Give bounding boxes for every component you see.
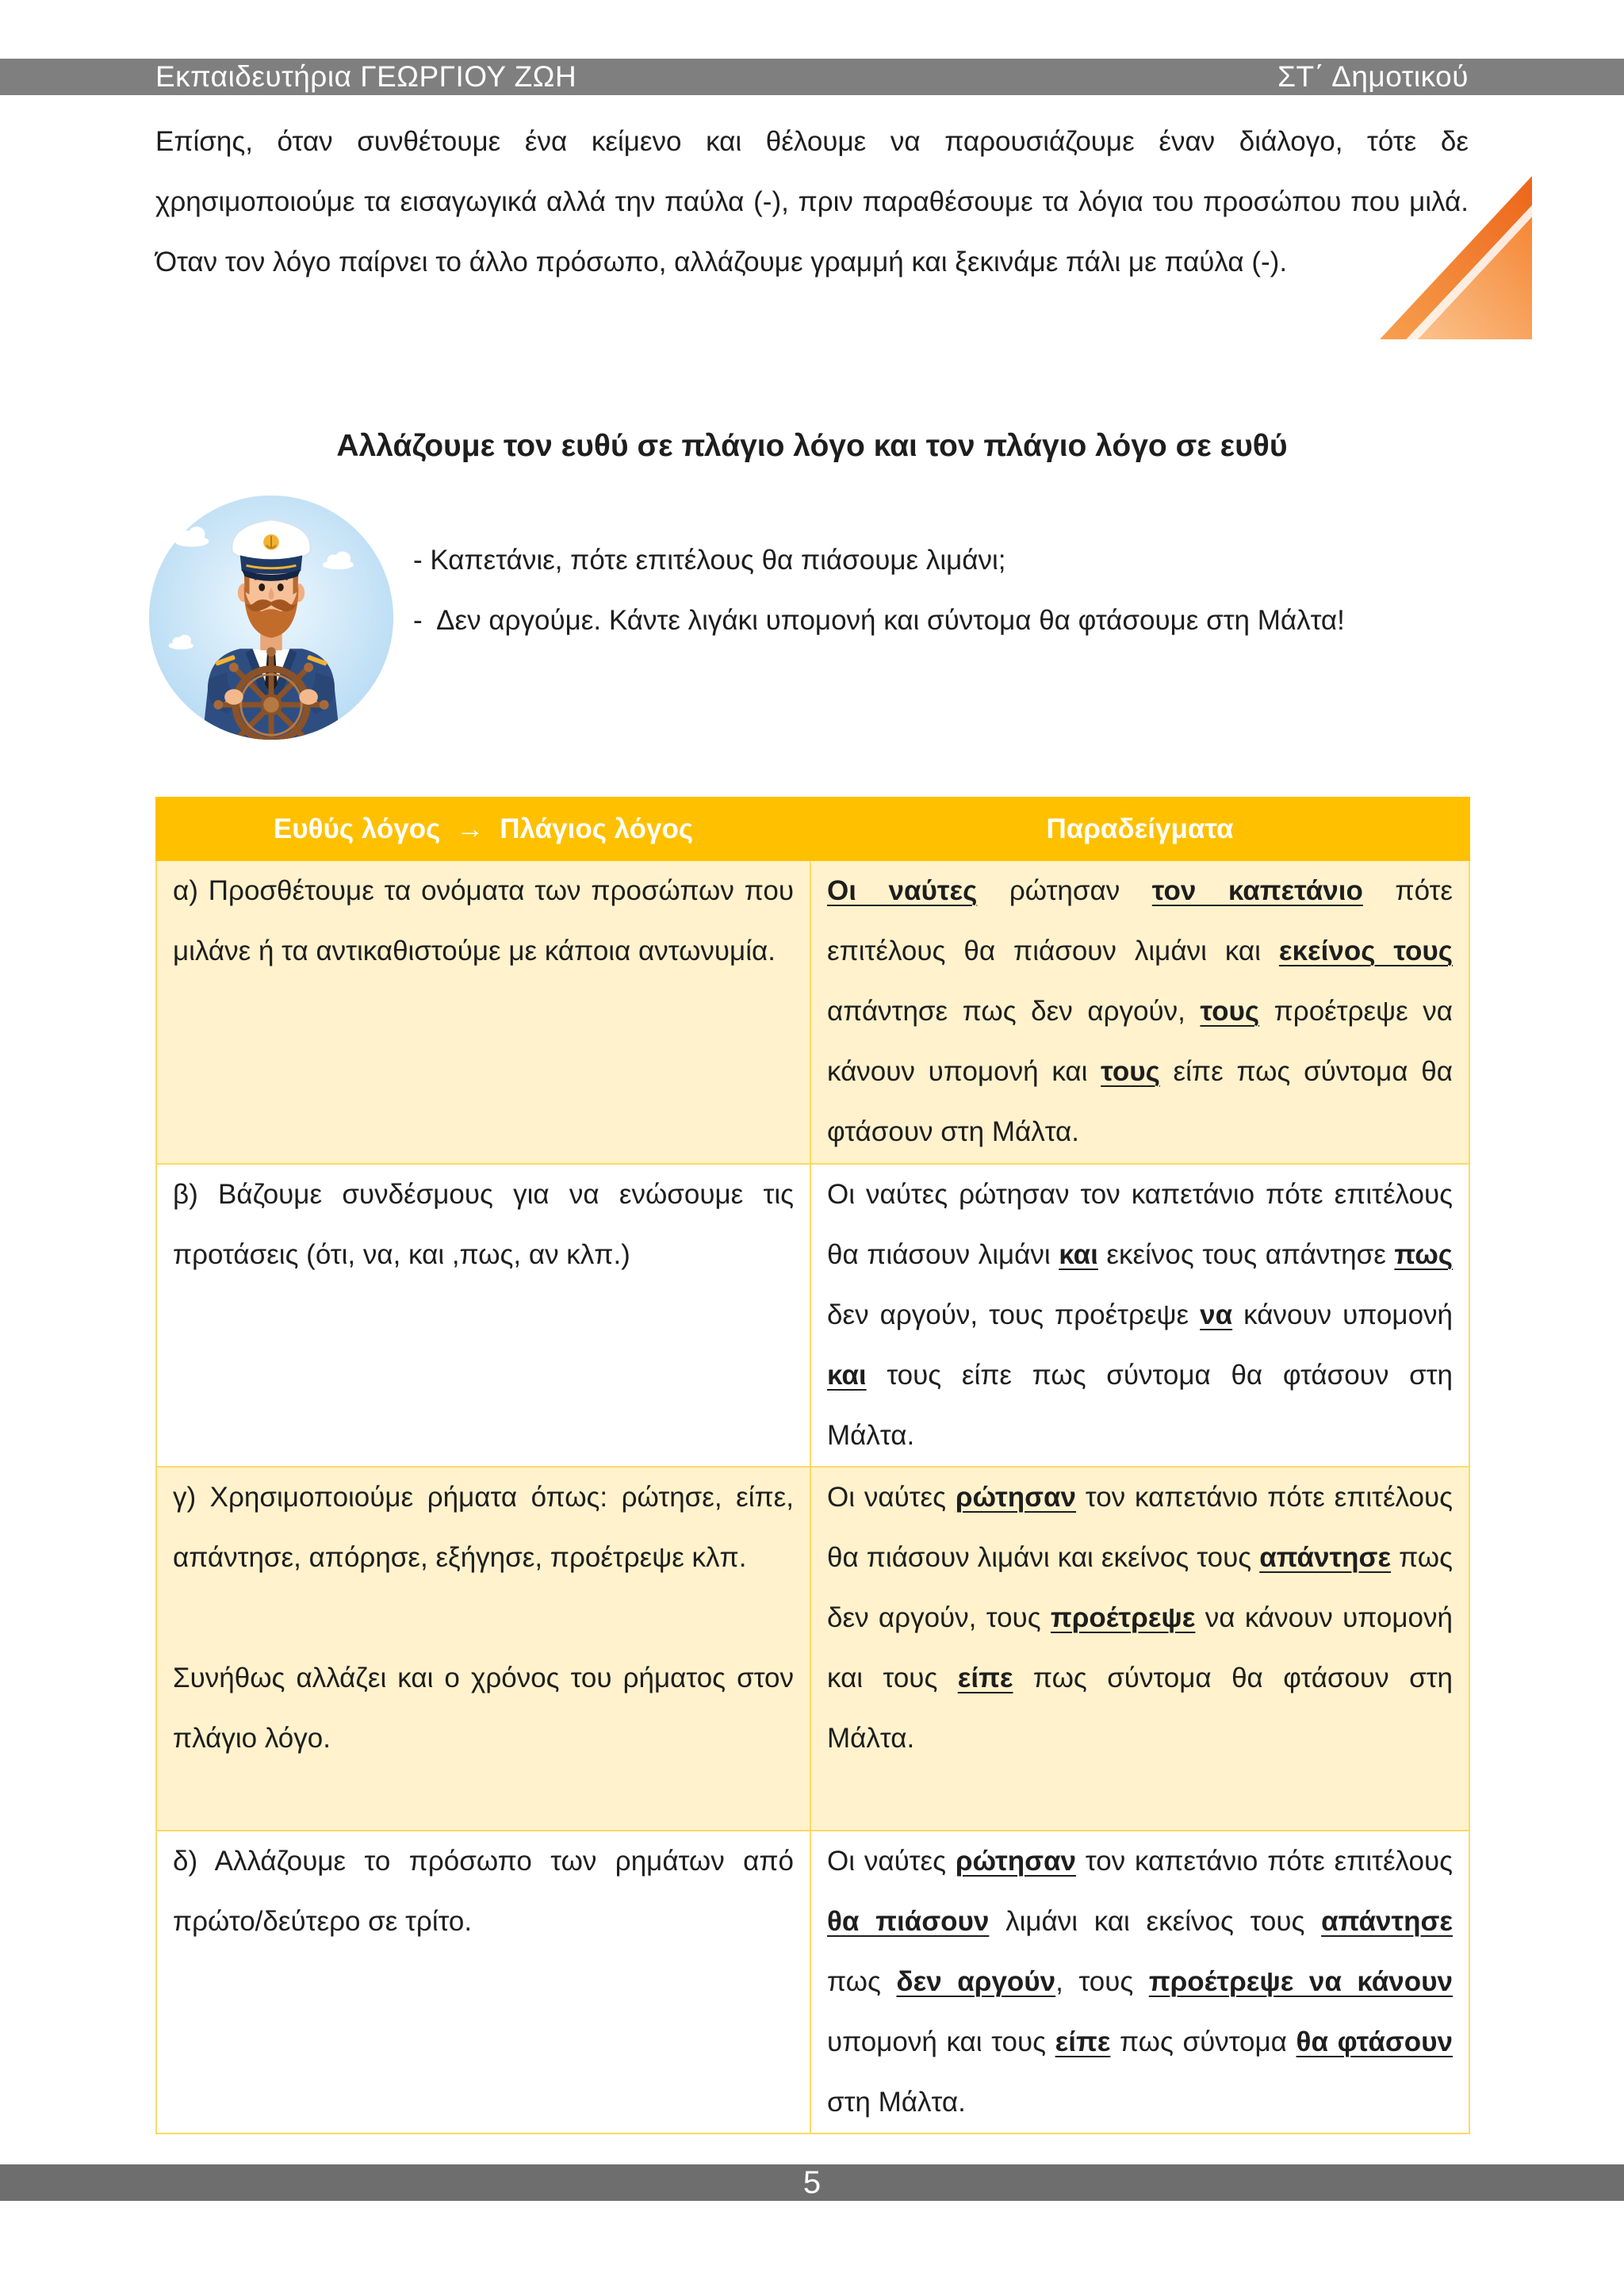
example-text-segment: Οι ναύτες [827, 1846, 956, 1877]
example-text-segment: , τους [1055, 1966, 1149, 1997]
grade-label: ΣΤ΄ Δημοτικού [1277, 60, 1469, 93]
section-title: Αλλάζουμε τον ευθύ σε πλάγιο λόγο και τον πλάγιο λόγο σε ευθύ [336, 429, 1288, 463]
emphasized-word: είπε [1055, 2026, 1111, 2057]
example-cell [810, 860, 1469, 1164]
example-text-segment: πως [827, 1966, 897, 1997]
table-row [156, 1164, 1469, 1467]
example-text-segment: πως δεν αργούν, τους [827, 1542, 1453, 1633]
header-examples-label: Παραδείγματα [810, 798, 1469, 860]
emphasized-word: τους [1101, 1056, 1160, 1087]
emphasized-word: εκείνος τους [1278, 936, 1453, 966]
page-header-bar [0, 59, 1624, 95]
example-text-segment: τον καπετάνιο πότε επιτέλους θα πιάσουν λιμάνι και εκείνος τους [827, 1482, 1453, 1573]
captain-hat [232, 519, 310, 581]
example-text [827, 1468, 1453, 1769]
header-direct-label: Ευθύς λόγος [273, 813, 441, 844]
emphasized-word: θα πιάσουν [827, 1906, 990, 1937]
example-cell [810, 1164, 1469, 1467]
rule-cell [156, 860, 810, 1164]
rule-cell [156, 1831, 810, 2133]
example-text-segment: είπε πως σύντομα θα φτάσουν στη Μάλτα. [827, 1056, 1453, 1147]
rule-text: β) Βάζουμε συνδέσμους για να ενώσουμε τις προτάσεις (ότι, να, και ,πως, αν κλπ.) [173, 1179, 794, 1270]
arrow-right-icon: → [456, 813, 485, 844]
example-text [827, 861, 1453, 1162]
table-header-row [156, 798, 1469, 860]
rule-text: α) Προσθέτουμε τα ονόματα των προσώπων που μιλάνε ή τα αντικαθιστούμε με κάποια αντωνυμία. [173, 875, 794, 966]
example-cell [810, 1831, 1469, 2133]
example-text-segment: να κάνουν υπομονή και τους [827, 1602, 1453, 1693]
rules-table [155, 797, 1470, 2134]
page-footer-bar [0, 2164, 1624, 2201]
example-text-segment: πως σύντομα θα φτάσουν στη Μάλτα. [827, 1663, 1453, 1754]
example-text-segment: προέτρεψε να κάνουν υπομονή και [827, 996, 1454, 1087]
rules-table-body [156, 860, 1469, 2133]
example-text-segment: τον καπετάνιο πότε επιτέλους [1076, 1846, 1453, 1877]
emphasized-word: τον καπετάνιο [1151, 875, 1363, 906]
rule-cell [156, 1467, 810, 1831]
table-row [156, 860, 1469, 1164]
ship-captain-illustration-icon [147, 493, 396, 742]
example-text-segment: λιμάνι και εκείνος τους [989, 1906, 1322, 1937]
example-text-segment: Οι ναύτες ρώτησαν τον καπετάνιο πότε επιτέλους θα πιάσουν λιμάνι [827, 1179, 1453, 1270]
example-cell [810, 1467, 1469, 1831]
emphasized-word: δεν αργούν [896, 1966, 1056, 1997]
page-number: 5 [802, 2165, 822, 2200]
dialogue-example [413, 530, 1469, 651]
rule-cell [156, 1164, 810, 1467]
emphasized-word: τους [1200, 996, 1260, 1027]
emphasized-word: προέτρεψε [1050, 1602, 1196, 1633]
emphasized-word: και [1059, 1239, 1098, 1270]
example-text-segment: ρώτησαν [977, 875, 1152, 906]
emphasized-word: είπε [957, 1663, 1013, 1693]
example-text-segment: κάνουν υπομονή [1232, 1299, 1453, 1330]
example-text-segment: στη Μάλτα. [827, 2087, 966, 2118]
school-name: Εκπαιδευτήρια ΓΕΩΡΓΙΟΥ ΖΩΗ [155, 60, 577, 93]
emphasized-word: πως [1394, 1239, 1453, 1270]
emphasized-word: Οι ναύτες [827, 875, 978, 906]
rule-text: γ) Χρησιμοποιούμε ρήματα όπως: ρώτησε, είπε, απάντησε, απόρησε, εξήγησε, προέτρεψε κλπ. [173, 1482, 794, 1573]
example-text-segment: πως σύντομα [1110, 2026, 1297, 2057]
table-row [156, 1831, 1469, 2133]
dialogue-line: - Δεν αργούμε. Κάντε λιγάκι υπομονή και σύντομα θα φτάσουμε στη Μάλτα! [413, 605, 1345, 636]
emphasized-word: να [1200, 1299, 1233, 1330]
example-text-segment: υπομονή και τους [827, 2026, 1055, 2057]
example-text-segment: τους είπε πως σύντομα θα φτάσουν στη Μάλτα. [827, 1360, 1453, 1451]
emphasized-word: ρώτησαν [955, 1846, 1077, 1877]
table-row [156, 1467, 1469, 1831]
rule-text: Συνήθως αλλάζει και ο χρόνος του ρήματος στον πλάγιο λόγο. [173, 1663, 794, 1754]
emphasized-word: απάντησε [1259, 1542, 1392, 1573]
example-text-segment: Οι ναύτες [827, 1482, 956, 1513]
emphasized-word: ρώτησαν [955, 1482, 1077, 1513]
emphasized-word: θα φτάσουν [1296, 2026, 1453, 2057]
emphasized-word: και [827, 1360, 867, 1391]
example-text [827, 1831, 1453, 2133]
example-text [827, 1165, 1453, 1466]
intro-paragraph: Επίσης, όταν συνθέτουμε ένα κείμενο και θέλουμε να παρουσιάζουμε έναν διάλογο, τότε δε χρησιμοποιούμε τα εισαγωγικά αλλά την παύλα (-), πριν παραθέσουμε τα λόγια του προσώπου που μιλά. Όταν τον λόγο παίρνει το άλλο πρόσωπο, αλλάζουμε γραμμή και ξεκινάμε πάλι με παύλα (-). [155, 126, 1469, 277]
header-indirect-label: Πλάγιος λόγος [500, 813, 694, 844]
example-text-segment: εκείνος τους απάντησε [1097, 1239, 1395, 1270]
rule-text: δ) Αλλάζουμε το πρόσωπο των ρημάτων από πρώτο/δεύτερο σε τρίτο. [173, 1846, 794, 1937]
dialogue-line: - Καπετάνιε, πότε επιτέλους θα πιάσουμε λιμάνι; [413, 545, 1006, 576]
example-text-segment: πότε επιτέλους θα πιάσουν λιμάνι και [827, 875, 1453, 966]
emphasized-word: απάντησε [1321, 1906, 1453, 1937]
example-text-segment: απάντησε πως δεν αργούν, [827, 996, 1201, 1027]
example-text-segment: δεν αργούν, τους προέτρεψε [827, 1299, 1201, 1330]
header-direct-to-indirect [156, 798, 810, 860]
emphasized-word: προέτρεψε να κάνουν [1148, 1966, 1453, 1997]
